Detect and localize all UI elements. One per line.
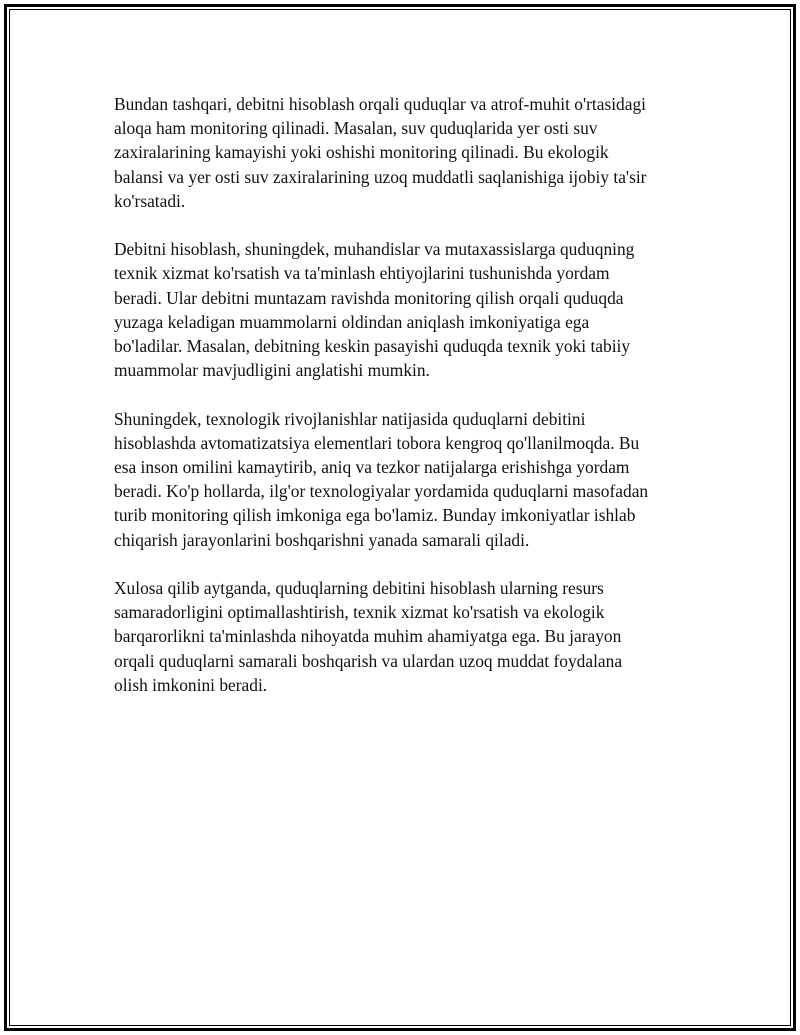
text-line: esa inson omilini kamaytirib, aniq va tezkor natijalarga erishishga yordam — [114, 457, 630, 478]
text-line: muammolar mavjudligini anglatishi mumkin. — [114, 360, 430, 381]
text-line: zaxiralarining kamayishi yoki oshishi monitoring qilinadi. Bu ekologik — [114, 142, 609, 163]
text-line: hisoblashda avtomatizatsiya elementlari tobora kengroq qo'llanilmoqda. Bu — [114, 432, 640, 453]
text-line: Bundan tashqari, debitni hisoblash orqali quduqlar va atrof-muhit o'rtasidagi — [114, 94, 646, 114]
text-line: texnik xizmat ko'rsatish va ta'minlash ehtiyojlarini tushunishda yordam — [114, 263, 610, 284]
text-line: Xulosa qilib aytganda, quduqlarning debitini hisoblash ularning resurs — [114, 578, 604, 599]
text-line: beradi. Ular debitni muntazam ravishda monitoring qilish orqali quduqda — [114, 287, 624, 308]
text-line: ko'rsatadi. — [114, 190, 186, 211]
text-line: orqali quduqlarni samarali boshqarish va ulardan uzoq muddat foydalana — [114, 650, 623, 671]
text-line: samaradorligini optimallashtirish, texnik xizmat ko'rsatish va ekologik — [114, 602, 605, 623]
text-line: yuzaga keladigan muammolarni oldindan aniqlash imkoniyatiga ega — [114, 311, 590, 332]
text-line: aloqa ham monitoring qilinadi. Masalan, suv quduqlarida yer osti suv — [114, 118, 598, 139]
text-line: olish imkonini beradi. — [114, 674, 268, 695]
text-line: beradi. Ko'p hollarda, ilg'or texnologiyalar yordamida quduqlarni masofadan — [114, 481, 649, 502]
text-line: balansi va yer osti suv zaxiralarining uzoq muddatli saqlanishiga ijobiy ta'sir — [114, 166, 647, 187]
document-body — [114, 92, 694, 721]
paragraph-3 — [114, 407, 694, 552]
text-line: Debitni hisoblash, shuningdek, muhandislar va mutaxassislarga quduqning — [114, 239, 635, 260]
text-line: Shuningdek, texnologik rivojlanishlar natijasida quduqlarni debitini — [114, 408, 586, 429]
paragraph-4 — [114, 576, 694, 697]
paragraph-2 — [114, 237, 694, 382]
paragraph-1 — [114, 92, 694, 213]
text-line: chiqarish jarayonlarini boshqarishni yanada samarali qiladi. — [114, 529, 530, 550]
text-line: barqarorlikni ta'minlashda nihoyatda muhim ahamiyatga ega. Bu jarayon — [114, 626, 622, 647]
text-line: turib monitoring qilish imkoniga ega bo'lamiz. Bunday imkoniyatlar ishlab — [114, 505, 636, 526]
text-line: bo'ladilar. Masalan, debitning keskin pasayishi quduqda texnik yoki tabiiy — [114, 336, 631, 357]
